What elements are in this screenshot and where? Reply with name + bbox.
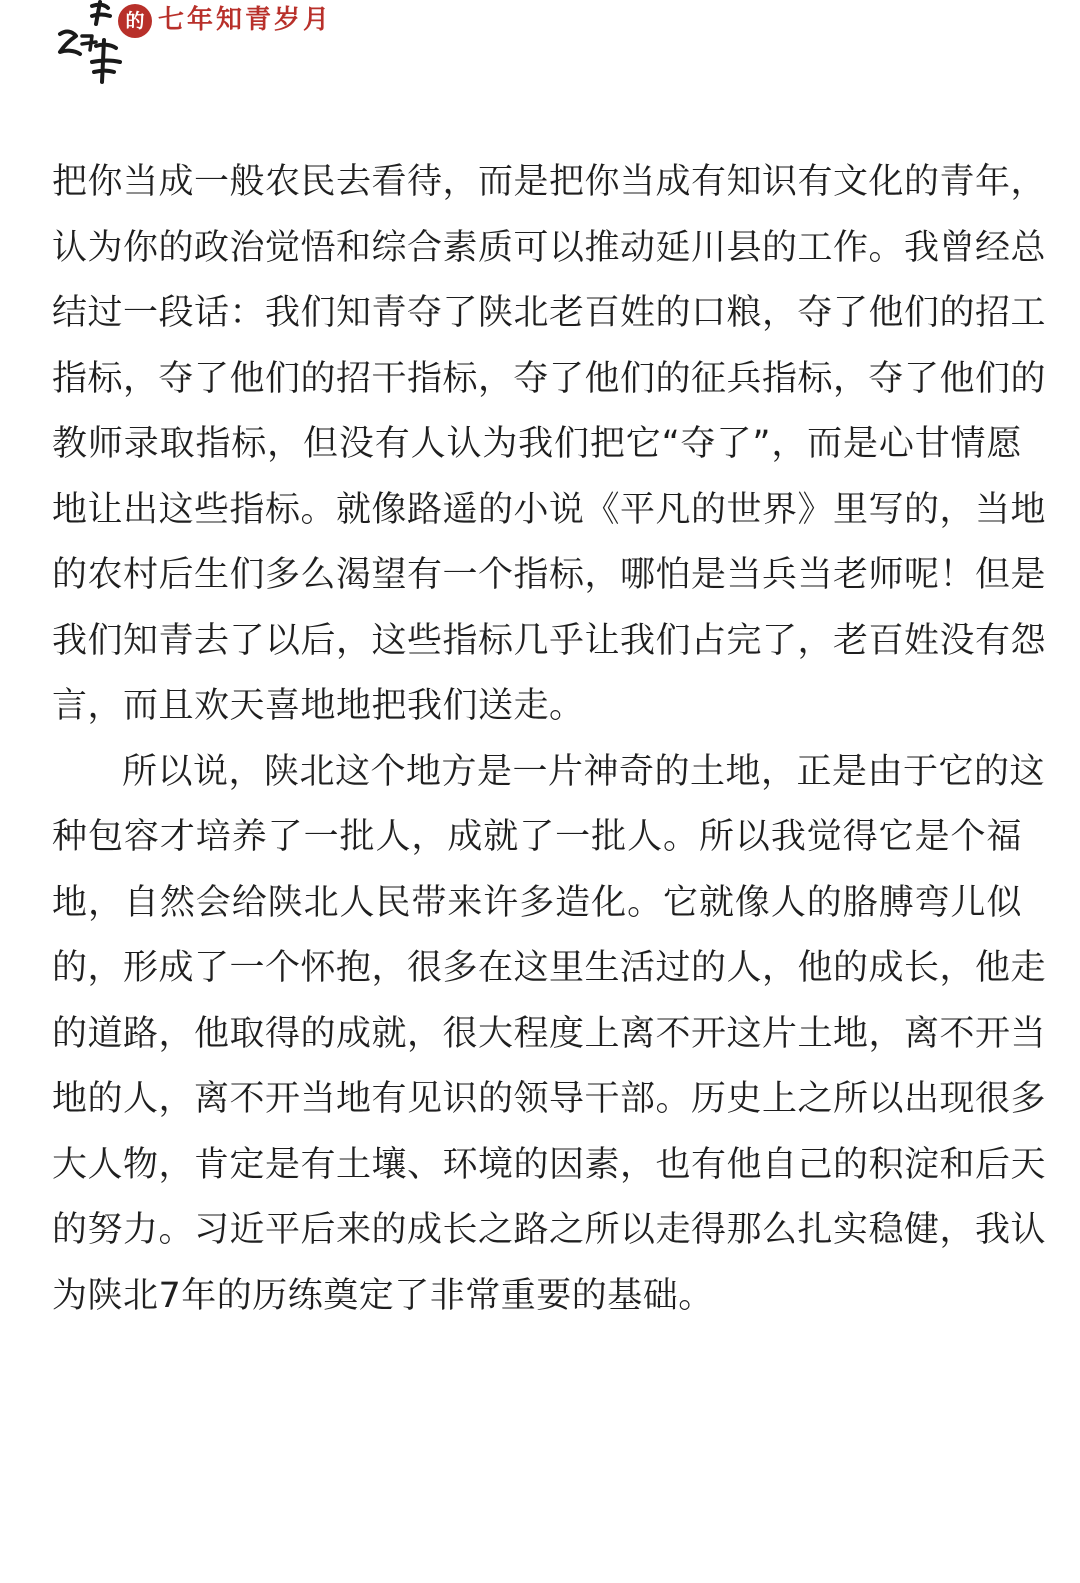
text-line: 的农村后生们多么渴望有一个指标，哪怕是当兵当老师呢！但是 bbox=[52, 555, 1047, 595]
text-line: 认为你的政治觉悟和综合素质可以推动延川县的工作。我曾经总 bbox=[52, 227, 1047, 268]
text-line: 的道路，他取得的成就，很大程度上离不开这片土地，离不开当 bbox=[52, 1013, 1047, 1054]
text-line: 我们知青去了以后，这些指标几乎让我们占完了，老百姓没有怨 bbox=[52, 620, 1047, 661]
calligraphy-logo bbox=[52, 0, 126, 90]
running-title: 七年知青岁月 bbox=[158, 5, 333, 35]
text-line: 的努力。习近平后来的成长之路之所以走得那么扎实稳健，我认 bbox=[52, 1210, 1047, 1250]
text-line: 大人物，肯定是有土壤、环境的因素，也有他自己的积淀和后天 bbox=[52, 1144, 1047, 1185]
text-line: 地让出这些指标。就像路遥的小说《平凡的世界》里写的，当地 bbox=[52, 489, 1047, 530]
text-line: 指标，夺了他们的招干指标，夺了他们的征兵指标，夺了他们的 bbox=[52, 358, 1047, 399]
text-line: 言，而且欢天喜地地把我们送走。 bbox=[52, 686, 585, 726]
text-line: 地的人，离不开当地有见识的领导干部。历史上之所以出现很多 bbox=[52, 1079, 1047, 1119]
text-line: 把你当成一般农民去看待，而是把你当成有知识有文化的青年， bbox=[52, 162, 1047, 202]
text-line: 教师录取指标，但没有人认为我们把它“夺了”，而是心甘情愿 bbox=[52, 424, 1022, 464]
text-line: 结过一段话：我们知青夺了陕北老百姓的口粮，夺了他们的招工 bbox=[52, 293, 1047, 333]
seal-badge: 的 bbox=[118, 4, 152, 38]
text-line: 所以说，陕北这个地方是一片神奇的土地，正是由于它的这 bbox=[122, 751, 1046, 792]
text-line: 种包容才培养了一批人，成就了一批人。所以我觉得它是个福 bbox=[52, 817, 1022, 857]
text-line: 地，自然会给陕北人民带来许多造化。它就像人的胳膊弯儿似 bbox=[52, 882, 1022, 923]
page-header bbox=[52, 0, 452, 90]
text-line: 为陕北7年的历练奠定了非常重要的基础。 bbox=[52, 1275, 714, 1316]
body-text bbox=[52, 150, 1047, 1329]
text-line: 的，形成了一个怀抱，很多在这里生活过的人，他的成长，他走 bbox=[52, 948, 1047, 988]
